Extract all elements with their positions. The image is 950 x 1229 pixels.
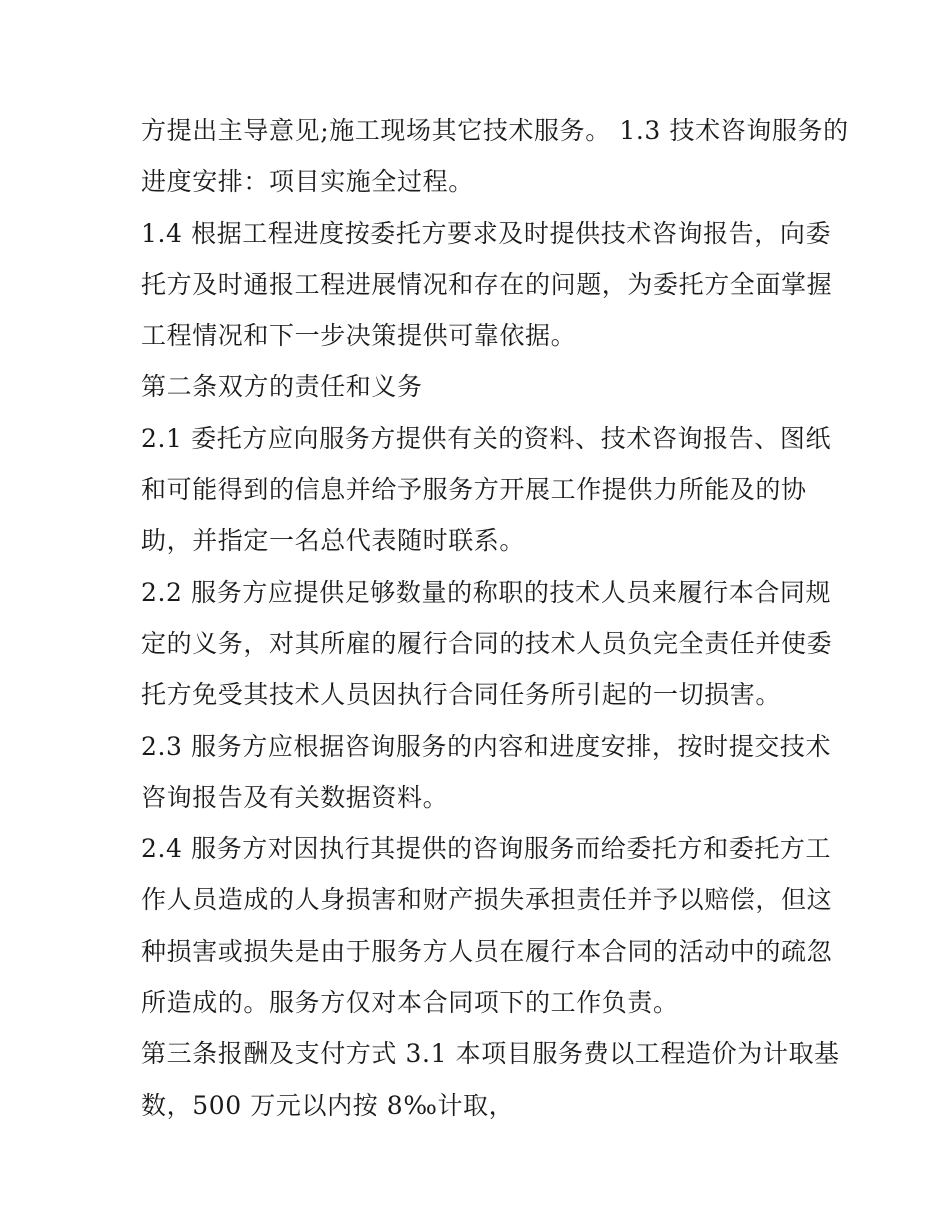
document-body: [141, 105, 849, 1131]
text-line: 2.3 服务方应根据咨询服务的内容和进度安排，按时提交技术: [141, 731, 832, 761]
section-heading: 第三条报酬及支付方式 3.1 本项目服务费以工程造价为计取基: [141, 1039, 840, 1069]
text-line: 助，并指定一名总代表随时联系。: [141, 526, 526, 556]
text-line: 所造成的。服务方仅对本合同项下的工作负责。: [141, 988, 679, 1018]
text-line: 和可能得到的信息并给予服务方开展工作提供力所能及的协: [141, 475, 807, 505]
text-line: 2.2 服务方应提供足够数量的称职的技术人员来履行本合同规: [141, 577, 832, 607]
text-line: 1.4 根据工程进度按委托方要求及时提供技术咨询报告，向委: [141, 218, 832, 248]
text-line: 作人员造成的人身损害和财产损失承担责任并予以赔偿，但这: [141, 885, 833, 915]
text-line: 咨询报告及有关数据资料。: [141, 782, 449, 812]
text-line: 定的义务，对其所雇的履行合同的技术人员负完全责任并使委: [141, 628, 833, 658]
text-line: 托方免受其技术人员因执行合同任务所引起的一切损害。: [141, 680, 782, 710]
text-line: 方提出主导意见;施工现场其它技术服务。 1.3 技术咨询服务的: [141, 116, 849, 145]
text-line: 2.4 服务方对因执行其提供的咨询服务而给委托方和委托方工: [141, 834, 832, 864]
text-line: 进度安排：项目实施全过程。: [141, 167, 474, 197]
text-line: 数，500 万元以内按 8‰计取，: [141, 1090, 515, 1120]
text-line: 工程情况和下一步决策提供可靠依据。: [141, 321, 577, 351]
text-line: 种损害或损失是由于服务方人员在履行本合同的活动中的疏忽: [141, 936, 833, 966]
section-heading: 第二条双方的责任和义务: [141, 372, 423, 402]
text-line: 托方及时通报工程进展情况和存在的问题，为委托方全面掌握: [141, 269, 833, 299]
text-line: 2.1 委托方应向服务方提供有关的资料、技术咨询报告、图纸: [141, 423, 832, 453]
